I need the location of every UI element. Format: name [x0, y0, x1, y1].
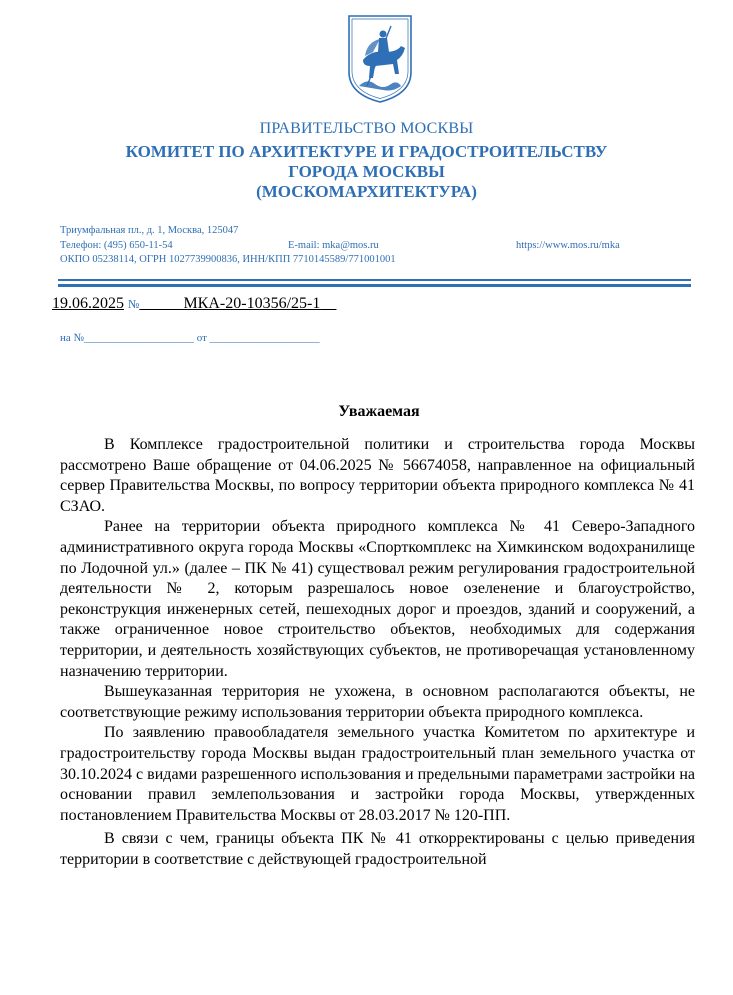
letter-body — [60, 435, 695, 870]
registration-line — [52, 295, 336, 313]
website-link[interactable]: https://www.mos.ru/mka — [516, 239, 620, 251]
paragraph: В связи с чем, границы объекта ПК № 41 откорректированы с целью приведения территории в соответствие с действующей градостроительной — [60, 830, 695, 868]
greeting: Уважаемая — [338, 403, 420, 420]
header-divider-thin — [58, 279, 691, 281]
registration-number-field: _____ МКА-20-10356/25-1__ — [139, 295, 337, 312]
committee-title-line-1: КОМИТЕТ ПО АРХИТЕКТУРЕ И ГРАДОСТРОИТЕЛЬСТВУ — [125, 142, 608, 161]
registration-date: 19.06.2025 — [52, 295, 124, 312]
phone: Телефон: (495) 650-11-54 — [60, 239, 173, 251]
address-row — [60, 224, 700, 239]
paragraph: В Комплексе градостроительной политики и строительства города Москвы рассмотрено Ваше обращение от 04.06.2025 № 56674058, направленное на официальный сервер Правительства Москвы, по вопросу территории объекта природного комплекса № 41 СЗАО. — [60, 436, 695, 515]
paragraph: Вышеуказанная территория не ухожена, в основном располагаются объекты, не соответствующие режиму использования территории объекта природного комплекса. — [60, 683, 695, 721]
moscow-coat-of-arms-icon — [345, 12, 415, 104]
codes-row — [60, 253, 700, 268]
committee-title-line-3: (МОСКОМАРХИТЕКТУРА) — [256, 182, 477, 201]
reference-line: на №____________________ от ____________________ — [60, 332, 320, 344]
phone-row — [60, 239, 700, 254]
registration-codes: ОКПО 05238114, ОГРН 1027739900836, ИНН/КПП 7710145589/771001001 — [60, 254, 396, 265]
committee-title-line-2: ГОРОДА МОСКВЫ — [288, 162, 445, 181]
government-title: ПРАВИТЕЛЬСТВО МОСКВЫ — [259, 120, 474, 137]
registration-number: МКА-20-10356/25-1 — [183, 295, 321, 312]
header-divider-thick — [58, 284, 691, 287]
paragraph: По заявлению правообладателя земельного участка Комитетом по архитектуре и градостроительству города Москвы выдан градостроительный план земельного участка от 30.10.2024 с видами разрешенного использования и предельными параметрами застройки на основании правил землепользования и застройки города Москвы, утвержденных постановлением Правительства Москвы от 28.03.2017 № 120-ПП. — [60, 724, 695, 824]
committee-title — [0, 142, 733, 202]
address: Триумфальная пл., д. 1, Москва, 125047 — [60, 225, 239, 236]
paragraph: Ранее на территории объекта природного комплекса № 41 Северо-Западного административного округа города Москвы «Спорткомплекс на Химкинском водохранилище по Лодочной ул.» (далее – ПК № 41) существовал режим регулирования градостроительной деятельности № 2, которым разрешалось новое озеленение и благоустройство, реконструкция инженерных сетей, пешеходных дорог и проездов, зданий и сооружений, а также ограниченное новое строительство объектов, необходимых для содержания территории, и деятельность хозяйствующих субъектов, не противоречащая установленному назначению территории. — [60, 518, 695, 680]
contact-block — [60, 224, 700, 268]
number-sign: № — [128, 297, 140, 311]
email-link[interactable]: E-mail: mka@mos.ru — [288, 239, 379, 251]
